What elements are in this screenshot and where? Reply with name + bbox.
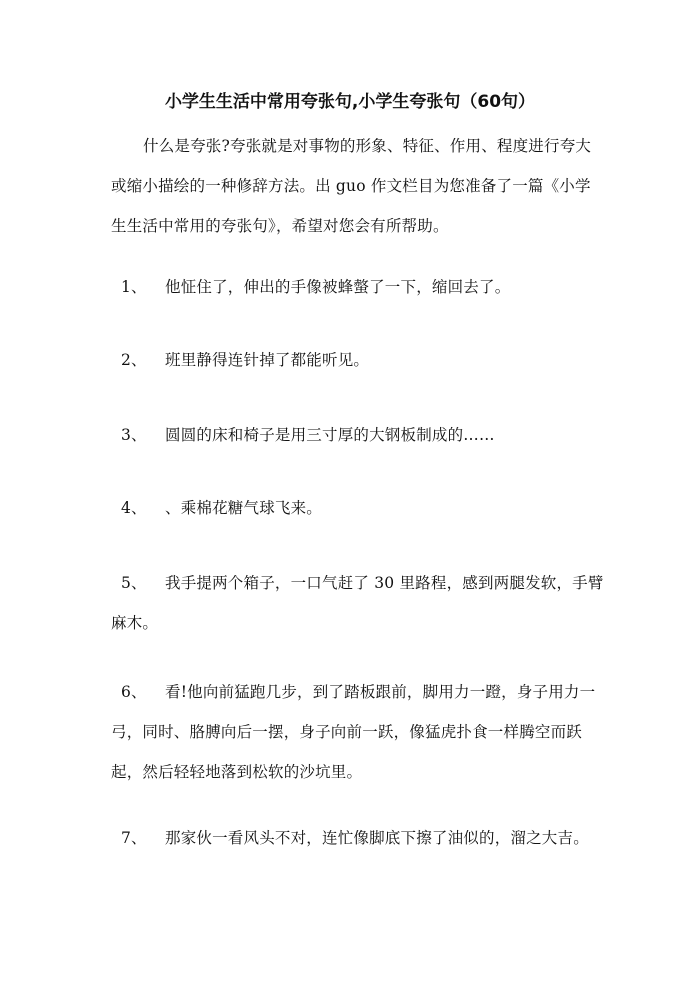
- item-text: 我手提两个箱子，一口气赶了 30 里路程，感到两腿发软，手臂麻木。: [111, 574, 604, 632]
- item-text: 看!他向前猛跑几步，到了踏板跟前，脚用力一蹬，身子用力一弓，同时、胳膊向后一摆，身子向前一跃，像猛虎扑食一样腾空而跃起，然后轻轻地落到松软的沙坑里。: [111, 683, 596, 781]
- item-number: 2、: [121, 351, 147, 369]
- item-text: 、乘棉花糖气球飞来。: [165, 499, 323, 517]
- item-number: 3、: [121, 426, 147, 444]
- list-item: [111, 818, 606, 858]
- item-text: 他怔住了，伸出的手像被蜂螫了一下，缩回去了。: [165, 278, 511, 296]
- item-text: 圆圆的床和椅子是用三寸厚的大钢板制成的……: [165, 426, 495, 444]
- item-number: 6、: [121, 683, 147, 701]
- list-item: [111, 415, 606, 455]
- list-item: [111, 563, 606, 643]
- item-number: 1、: [121, 278, 147, 296]
- list-item: [111, 672, 606, 792]
- intro-paragraph: 什么是夸张?夸张就是对事物的形象、特征、作用、程度进行夸大或缩小描绘的一种修辞方法。出 guo 作文栏目为您准备了一篇《小学生生活中常用的夸张句》，希望对您会有所帮助。: [111, 137, 592, 235]
- list-item: [111, 488, 606, 528]
- item-number: 5、: [121, 574, 147, 592]
- document-title: 小学生生活中常用夸张句,小学生夸张句（60句）: [164, 92, 536, 112]
- list-item: [111, 340, 606, 380]
- item-text: 那家伙一看风头不对，连忙像脚底下擦了油似的，溜之大吉。: [165, 829, 589, 847]
- list-item: [111, 267, 606, 307]
- item-number: 7、: [121, 829, 147, 847]
- item-number: 4、: [121, 499, 147, 517]
- item-text: 班里静得连针掉了都能听见。: [165, 351, 370, 369]
